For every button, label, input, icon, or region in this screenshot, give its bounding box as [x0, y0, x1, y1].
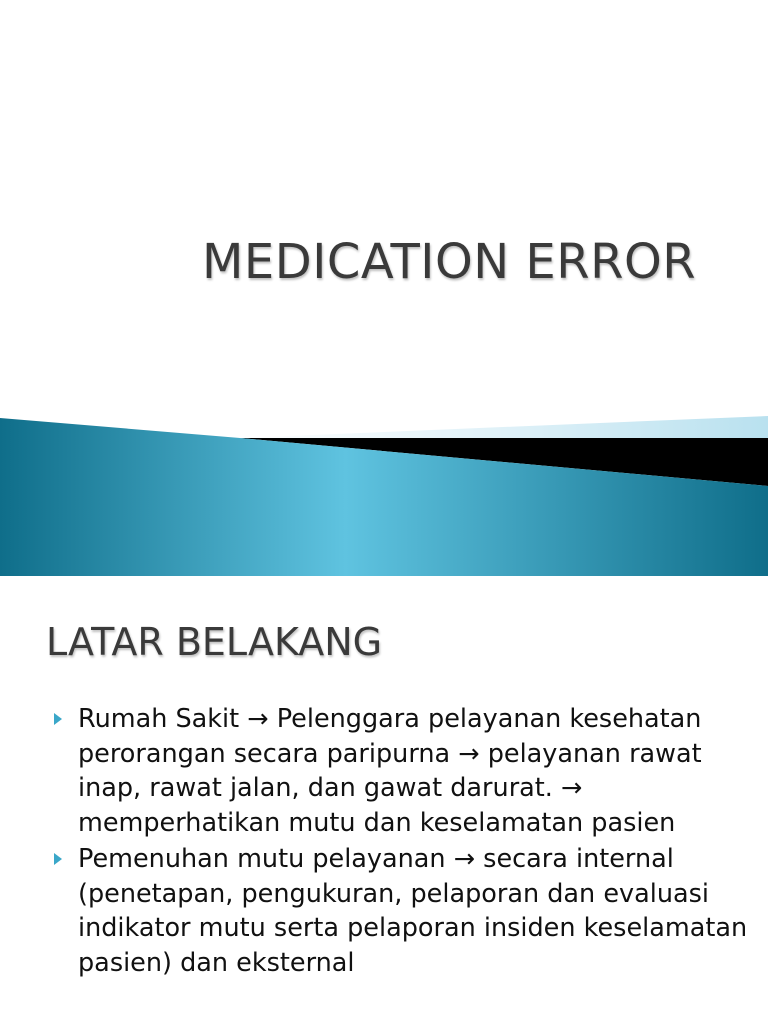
banner-light-stripe — [240, 416, 768, 440]
bullet-list — [54, 702, 754, 982]
slide-heading: LATAR BELAKANG — [46, 620, 383, 664]
slide-title: MEDICATION ERROR — [202, 234, 697, 290]
list-item — [54, 842, 754, 980]
bullet-arrow-icon — [54, 713, 62, 725]
decorative-banner — [0, 400, 768, 576]
bullet-text: Pemenuhan mutu pelayanan → secara internal (penetapan, pengukuran, pelaporan dan evaluasi indikator mutu serta pelaporan insiden keselamatan pasien) dan eksternal — [78, 844, 748, 978]
content-slide — [0, 576, 768, 1024]
bullet-arrow-icon — [54, 853, 62, 865]
bullet-text: Rumah Sakit → Pelenggara pelayanan kesehatan perorangan secara paripurna → pelayanan rawat inap, rawat jalan, dan gawat darurat. → memperhatikan mutu dan keselamatan pasien — [78, 704, 702, 838]
list-item — [54, 702, 754, 840]
